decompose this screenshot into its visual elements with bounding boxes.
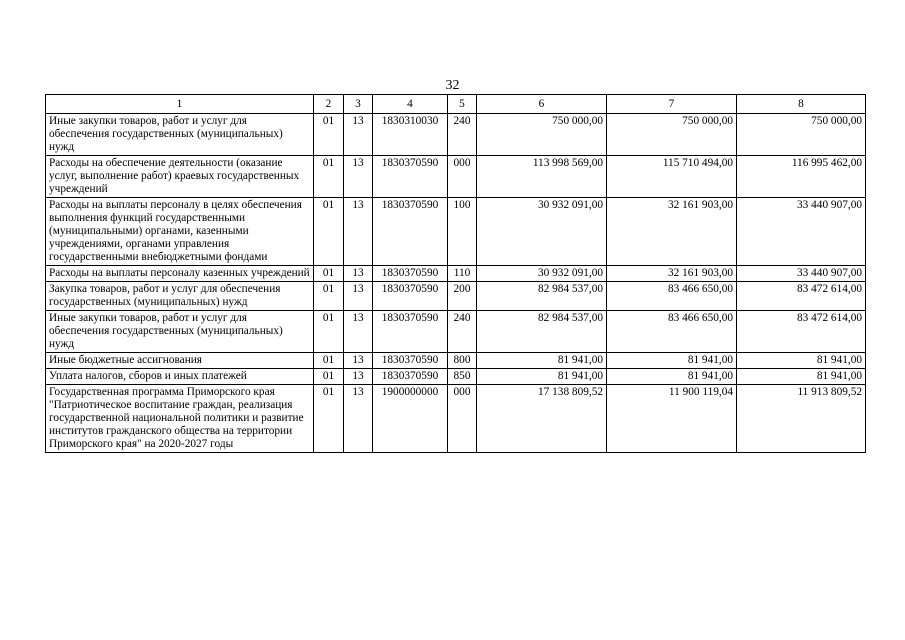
expense-type-code: 110	[448, 266, 477, 282]
expense-type-code: 850	[448, 369, 477, 385]
header-cell: 7	[607, 95, 737, 114]
section-code: 01	[314, 114, 344, 156]
amount-col6: 750 000,00	[477, 114, 607, 156]
amount-col7: 83 466 650,00	[607, 282, 737, 311]
amount-col7: 115 710 494,00	[607, 156, 737, 198]
table-row	[46, 198, 866, 266]
target-article-code: 1830370590	[373, 369, 448, 385]
subsection-code: 13	[344, 198, 373, 266]
amount-col6: 81 941,00	[477, 369, 607, 385]
header-cell: 5	[448, 95, 477, 114]
amount-col7: 32 161 903,00	[607, 198, 737, 266]
target-article-code: 1830370590	[373, 156, 448, 198]
header-cell: 8	[737, 95, 866, 114]
subsection-code: 13	[344, 385, 373, 453]
subsection-code: 13	[344, 353, 373, 369]
amount-col6: 30 932 091,00	[477, 266, 607, 282]
section-code: 01	[314, 266, 344, 282]
expense-type-code: 000	[448, 385, 477, 453]
amount-col8: 81 941,00	[737, 369, 866, 385]
amount-col8: 750 000,00	[737, 114, 866, 156]
table-row	[46, 114, 866, 156]
amount-col6: 82 984 537,00	[477, 311, 607, 353]
subsection-code: 13	[344, 266, 373, 282]
amount-col7: 83 466 650,00	[607, 311, 737, 353]
budget-table	[45, 94, 866, 453]
expense-type-code: 000	[448, 156, 477, 198]
row-description: Расходы на выплаты персоналу в целях обеспечения выполнения функций государственными (муниципальными) органами, казенными учреждениями, органами управления государственными внебюджетными фондами	[46, 198, 314, 266]
table-row	[46, 353, 866, 369]
amount-col7: 32 161 903,00	[607, 266, 737, 282]
row-description: Уплата налогов, сборов и иных платежей	[46, 369, 314, 385]
table-row	[46, 369, 866, 385]
table-row	[46, 385, 866, 453]
table-row	[46, 156, 866, 198]
target-article-code: 1830370590	[373, 311, 448, 353]
amount-col8: 33 440 907,00	[737, 266, 866, 282]
amount-col6: 113 998 569,00	[477, 156, 607, 198]
section-code: 01	[314, 311, 344, 353]
page-number: 32	[445, 78, 460, 93]
subsection-code: 13	[344, 369, 373, 385]
amount-col6: 81 941,00	[477, 353, 607, 369]
target-article-code: 1900000000	[373, 385, 448, 453]
amount-col8: 33 440 907,00	[737, 198, 866, 266]
header-row	[46, 95, 866, 114]
amount-col8: 11 913 809,52	[737, 385, 866, 453]
row-description: Закупка товаров, работ и услуг для обеспечения государственных (муниципальных) нужд	[46, 282, 314, 311]
amount-col6: 82 984 537,00	[477, 282, 607, 311]
row-description: Расходы на выплаты персоналу казенных учреждений	[46, 266, 314, 282]
amount-col8: 81 941,00	[737, 353, 866, 369]
table-row	[46, 282, 866, 311]
target-article-code: 1830310030	[373, 114, 448, 156]
subsection-code: 13	[344, 114, 373, 156]
table-row	[46, 266, 866, 282]
target-article-code: 1830370590	[373, 282, 448, 311]
subsection-code: 13	[344, 282, 373, 311]
section-code: 01	[314, 198, 344, 266]
header-cell: 3	[344, 95, 373, 114]
row-description: Иные бюджетные ассигнования	[46, 353, 314, 369]
section-code: 01	[314, 353, 344, 369]
table-row	[46, 311, 866, 353]
section-code: 01	[314, 156, 344, 198]
expense-type-code: 240	[448, 114, 477, 156]
header-cell: 1	[46, 95, 314, 114]
target-article-code: 1830370590	[373, 353, 448, 369]
row-description: Иные закупки товаров, работ и услуг для обеспечения государственных (муниципальных) нужд	[46, 114, 314, 156]
expense-type-code: 240	[448, 311, 477, 353]
amount-col7: 750 000,00	[607, 114, 737, 156]
amount-col6: 17 138 809,52	[477, 385, 607, 453]
amount-col7: 81 941,00	[607, 369, 737, 385]
expense-type-code: 100	[448, 198, 477, 266]
target-article-code: 1830370590	[373, 266, 448, 282]
header-cell: 6	[477, 95, 607, 114]
row-description: Иные закупки товаров, работ и услуг для обеспечения государственных (муниципальных) нужд	[46, 311, 314, 353]
amount-col7: 11 900 119,04	[607, 385, 737, 453]
header-cell: 4	[373, 95, 448, 114]
amount-col8: 116 995 462,00	[737, 156, 866, 198]
amount-col8: 83 472 614,00	[737, 282, 866, 311]
header-cell: 2	[314, 95, 344, 114]
subsection-code: 13	[344, 156, 373, 198]
row-description: Расходы на обеспечение деятельности (оказание услуг, выполнение работ) краевых государственных учреждений	[46, 156, 314, 198]
section-code: 01	[314, 385, 344, 453]
subsection-code: 13	[344, 311, 373, 353]
row-description: Государственная программа Приморского края "Патриотическое воспитание граждан, реализация государственной национальной политики и развитие институтов гражданского общества на территории Приморского края" на 2020-2027 годы	[46, 385, 314, 453]
expense-type-code: 800	[448, 353, 477, 369]
amount-col7: 81 941,00	[607, 353, 737, 369]
target-article-code: 1830370590	[373, 198, 448, 266]
section-code: 01	[314, 369, 344, 385]
expense-type-code: 200	[448, 282, 477, 311]
section-code: 01	[314, 282, 344, 311]
amount-col8: 83 472 614,00	[737, 311, 866, 353]
amount-col6: 30 932 091,00	[477, 198, 607, 266]
